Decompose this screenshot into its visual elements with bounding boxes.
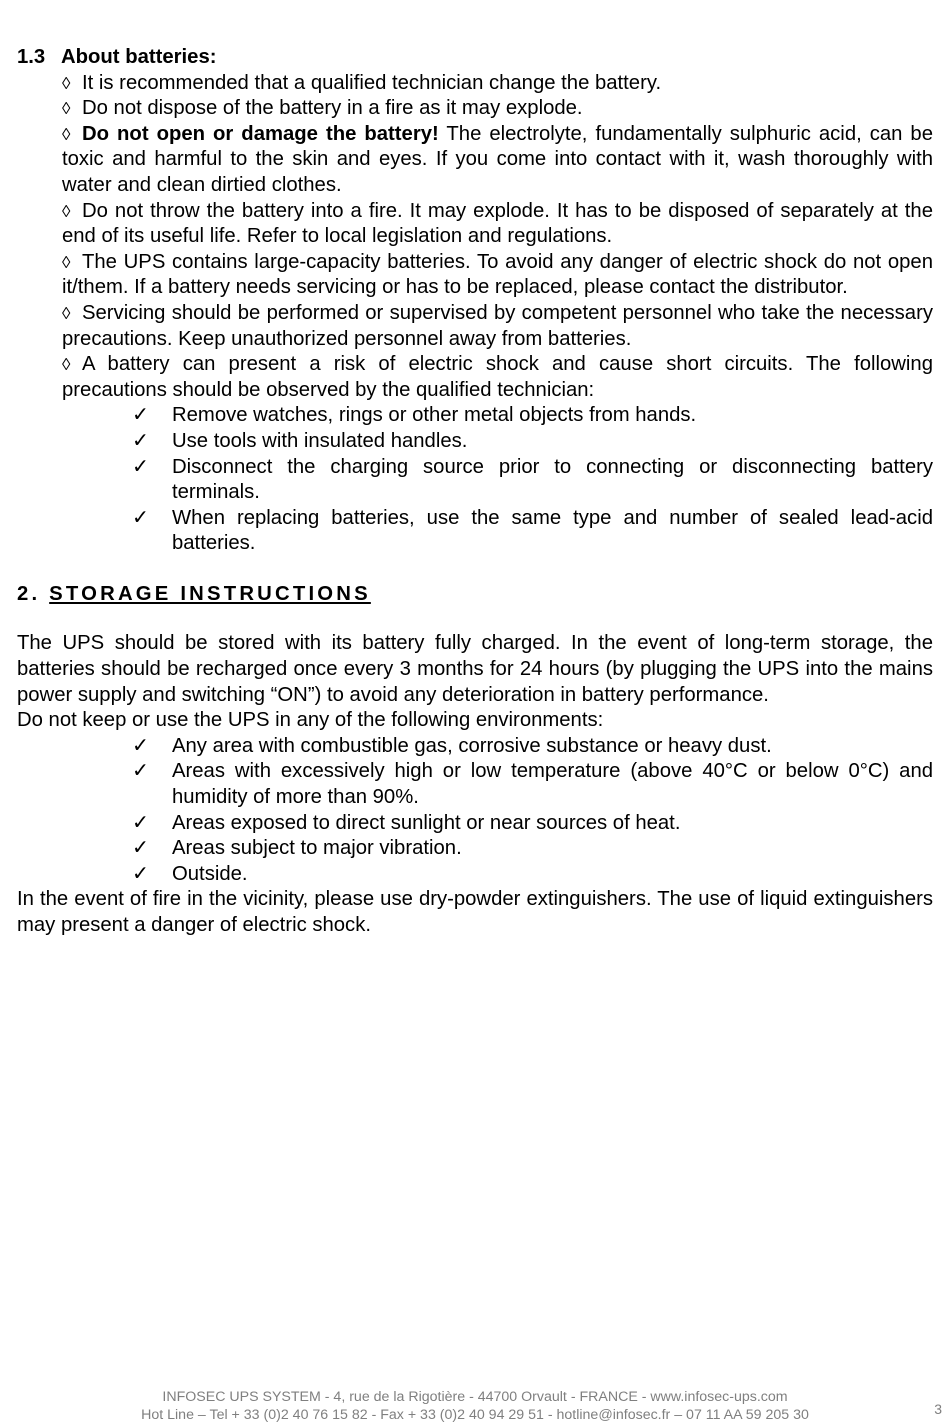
warning-text: The electrolyte, fundamentally sulphuric acid, can be toxic and harmful to the skin and eyes. If you come into contact with it, wash thoroughly with water and clean dirtied clothes.: [62, 122, 933, 196]
warning-text: Do not throw the battery into a fire. It may explode. It has to be disposed of separately at the end of its useful life. Refer to local legislation and regulations.: [62, 199, 933, 248]
battery-warning-item: [62, 352, 933, 403]
warning-text: The UPS contains large-capacity batteries. To avoid any danger of electric shock do not open it/them. If a battery needs servicing or has to be replaced, please contact the distributor.: [62, 250, 933, 299]
battery-warning-item: [62, 71, 933, 97]
diamond-bullet-icon: ◊: [62, 252, 71, 272]
checkmark-icon: ✓: [132, 837, 149, 860]
warning-text: Servicing should be performed or supervised by competent personnel who take the necessary precautions. Keep unauthorized personnel away from batteries.: [62, 301, 933, 350]
list-item: [17, 455, 933, 506]
checkmark-icon: ✓: [132, 811, 149, 834]
warning-text: It is recommended that a qualified technician change the battery.: [82, 71, 662, 94]
precaution-text: When replacing batteries, use the same type and number of sealed lead-acid batteries.: [172, 506, 933, 555]
checkmark-icon: ✓: [132, 506, 149, 529]
checkmark-icon: ✓: [132, 404, 149, 427]
battery-warning-item: [62, 96, 933, 122]
environment-text: Any area with combustible gas, corrosive substance or heavy dust.: [172, 734, 772, 757]
section-number: 1.3: [17, 46, 46, 68]
section-title: About batteries:: [61, 46, 217, 68]
checkmark-icon: ✓: [132, 429, 149, 452]
warning-bold-text: Do not open or damage the battery!: [82, 122, 439, 145]
precaution-text: Remove watches, rings or other metal objects from hands.: [172, 404, 697, 427]
section-number: 2.: [17, 582, 41, 605]
footer-contact-line: Hot Line – Tel + 33 (0)2 40 76 15 82 - Fax + 33 (0)2 40 94 29 51 - hotline@infosec.fr – 07 11 AA 59 205 30: [141, 1406, 809, 1423]
diamond-bullet-icon: ◊: [62, 99, 71, 119]
diamond-bullet-icon: ◊: [62, 201, 71, 221]
list-item: [17, 759, 933, 810]
section-heading-about-batteries: [17, 45, 933, 71]
section-heading-storage-instructions: [17, 582, 933, 608]
battery-warning-item: [62, 199, 933, 250]
environment-text: Areas with excessively high or low temperature (above 40°C or below 0°C) and humidity of more than 90%.: [172, 760, 933, 809]
fire-note-paragraph: In the event of fire in the vicinity, please use dry-powder extinguishers. The use of liquid extinguishers may present a danger of electric shock.: [17, 888, 933, 936]
checkmark-icon: ✓: [132, 760, 149, 783]
list-item: [17, 506, 933, 557]
checkmark-icon: ✓: [132, 734, 149, 757]
precaution-text: Disconnect the charging source prior to connecting or disconnecting battery terminals.: [172, 455, 933, 504]
checkmark-icon: ✓: [132, 455, 149, 478]
diamond-bullet-icon: ◊: [62, 355, 71, 375]
environment-text: Outside.: [172, 862, 248, 885]
battery-warnings: [17, 71, 933, 404]
storage-intro-paragraph: The UPS should be stored with its battery fully charged. In the event of long-term storage, the batteries should be recharged once every 3 months for 24 hours (by plugging the UPS into the mains power supply and switching “ON”) to avoid any deterioration in battery performance.: [17, 632, 933, 706]
battery-warning-item: [62, 250, 933, 301]
list-item: [17, 429, 933, 455]
diamond-bullet-icon: ◊: [62, 124, 71, 144]
battery-warning-item: [62, 301, 933, 352]
environment-text: Areas subject to major vibration.: [172, 837, 462, 860]
list-item: [17, 734, 933, 760]
list-item: [17, 811, 933, 837]
document-page: [17, 45, 933, 939]
battery-warning-item: [62, 122, 933, 199]
list-item: [17, 836, 933, 862]
section-title: STORAGE INSTRUCTIONS: [49, 582, 371, 605]
precaution-text: Use tools with insulated handles.: [172, 429, 468, 452]
environment-text: Areas exposed to direct sunlight or near sources of heat.: [172, 811, 681, 834]
list-item: [17, 403, 933, 429]
diamond-bullet-icon: ◊: [62, 303, 71, 323]
list-item: [17, 862, 933, 888]
environment-list: [17, 734, 933, 888]
footer-address-line: INFOSEC UPS SYSTEM - 4, rue de la Rigotière - 44700 Orvault - FRANCE - www.infosec-ups.com: [162, 1389, 788, 1405]
checkmark-icon: ✓: [132, 862, 149, 885]
environments-lead-text: Do not keep or use the UPS in any of the following environments:: [17, 709, 604, 732]
page-footer: [0, 1389, 950, 1424]
precaution-list: [17, 403, 933, 557]
warning-text: Do not dispose of the battery in a fire as it may explode.: [82, 97, 583, 120]
diamond-bullet-icon: ◊: [62, 73, 71, 93]
page-number: 3: [934, 1401, 942, 1417]
warning-text: A battery can present a risk of electric shock and cause short circuits. The following precautions should be observed by the qualified technician:: [62, 353, 933, 401]
